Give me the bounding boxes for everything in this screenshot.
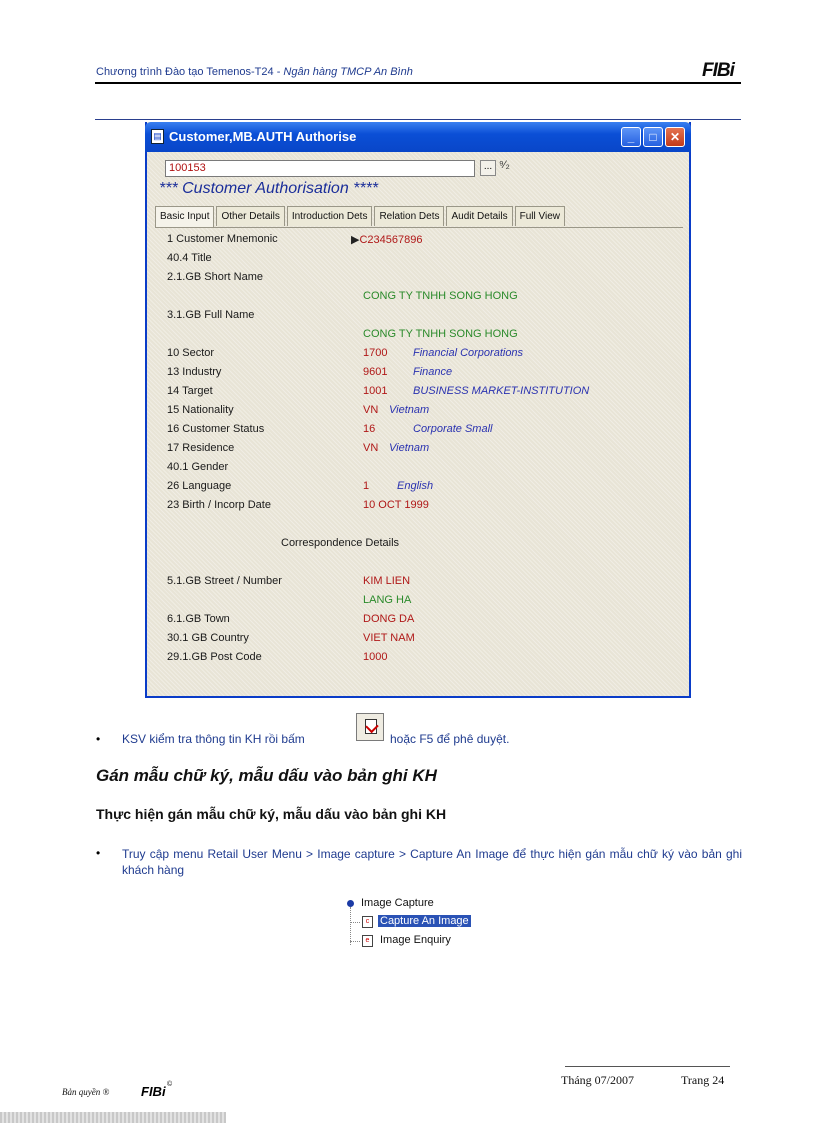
bullet-approve-text-1: KSV kiểm tra thông tin KH rồi bấm [122, 732, 305, 746]
section-heading: Gán mẫu chữ ký, mẫu dấu vào bản ghi KH [96, 766, 437, 785]
tab-full-view[interactable]: Full View [515, 206, 565, 226]
target-label: 14 Target [167, 385, 213, 397]
correspondence-heading: Correspondence Details [281, 537, 400, 549]
tree-item-image-enquiry[interactable]: Image Enquiry [380, 934, 451, 946]
tab-basic-input[interactable]: Basic Input [155, 206, 214, 228]
sector-label: 10 Sector [167, 347, 215, 359]
language-desc: English [397, 480, 434, 492]
full-name-label: 3.1.GB Full Name [167, 309, 255, 321]
copyright-text: Bản quyền ® [62, 1087, 110, 1097]
industry-desc: Finance [413, 366, 453, 378]
residence-label: 17 Residence [167, 442, 235, 454]
industry-label: 13 Industry [167, 366, 222, 378]
country-label: 30.1 GB Country [167, 632, 249, 644]
status-label: 16 Customer Status [167, 423, 265, 435]
header-rule [95, 82, 741, 84]
tree-root-label[interactable]: Image Capture [361, 897, 434, 909]
window-body [147, 152, 689, 696]
short-name-value[interactable]: CONG TY TNHH SONG HONG [363, 290, 518, 302]
scrollbar[interactable] [0, 1112, 226, 1123]
bullet-icon: • [96, 732, 101, 746]
application-title: *** Customer Authorisation **** [159, 180, 379, 197]
sector-desc: Financial Corporations [413, 347, 524, 359]
title-label: 40.4 Title [167, 252, 212, 264]
post-code-label: 29.1.GB Post Code [167, 651, 262, 663]
folder-node-icon [347, 900, 354, 907]
page-number: Trang 24 [681, 1073, 725, 1087]
nationality-code[interactable]: VN [363, 404, 379, 416]
mnemonic-label: 1 Customer Mnemonic [167, 233, 278, 245]
close-button[interactable]: ✕ [665, 127, 685, 147]
street-value-2[interactable]: LANG HA [363, 594, 412, 606]
document-icon: c [362, 916, 373, 928]
nationality-desc: Vietnam [389, 404, 430, 416]
caret-icon: ▶ [351, 234, 360, 246]
header-title: Chương trình Đào tạo Temenos-T24 - Ngân hàng TMCP An Bình [96, 66, 413, 78]
maximize-button[interactable]: □ [643, 127, 663, 147]
tab-other-details[interactable]: Other Details [216, 206, 284, 226]
status-code[interactable]: 16 [363, 423, 376, 435]
tree-item-capture-image[interactable]: Capture An Image [380, 915, 469, 927]
section-rule [95, 119, 741, 120]
nationality-label: 15 Nationality [167, 404, 234, 416]
approve-icon [356, 713, 384, 741]
country-value[interactable]: VIET NAM [363, 632, 415, 644]
short-name-label: 2.1.GB Short Name [167, 271, 263, 283]
full-name-value[interactable]: CONG TY TNHH SONG HONG [363, 328, 518, 340]
tab-relation-dets[interactable]: Relation Dets [374, 206, 444, 226]
menu-tree [340, 895, 510, 955]
tab-bar [155, 206, 567, 228]
target-code[interactable]: 1001 [363, 385, 388, 397]
fraction-button[interactable]: ⁹⁄₂ [499, 159, 510, 171]
mnemonic-value[interactable]: ▶C234567896 [351, 234, 423, 246]
lookup-button[interactable]: ... [480, 160, 496, 176]
bullet-approve-text-2: hoặc F5 để phê duyệt. [390, 732, 510, 746]
subsection-heading: Thực hiện gán mẫu chữ ký, mẫu dấu vào bản ghi KH [96, 806, 447, 822]
industry-code[interactable]: 9601 [363, 366, 388, 378]
basic-input-panel [155, 227, 683, 687]
street-label: 5.1.GB Street / Number [167, 575, 282, 587]
sector-code[interactable]: 1700 [363, 347, 388, 359]
bullet-icon: • [96, 846, 101, 860]
residence-code[interactable]: VN [363, 442, 379, 454]
town-label: 6.1.GB Town [167, 613, 230, 625]
birth-label: 23 Birth / Incorp Date [167, 499, 271, 511]
tab-introduction-dets[interactable]: Introduction Dets [287, 206, 373, 226]
residence-desc: Vietnam [389, 442, 430, 454]
footer-rule [565, 1066, 730, 1067]
gender-label: 40.1 Gender [167, 461, 229, 473]
language-label: 26 Language [167, 480, 232, 492]
window-app-icon: ▤ [151, 129, 164, 144]
target-desc: BUSINESS MARKET-INSTITUTION [413, 385, 590, 397]
menu-instruction: Truy cập menu Retail User Menu > Image capture > Capture An Image để thực hiện gán mẫu chữ ký vào bản ghi khách hàng [122, 847, 742, 877]
town-value[interactable]: DONG DA [363, 613, 415, 625]
customer-auth-window [145, 122, 691, 698]
post-code-value[interactable]: 1000 [363, 651, 388, 663]
footer-date: Tháng 07/2007 [561, 1073, 634, 1087]
copyright-mark: © [167, 1081, 173, 1088]
birth-value[interactable]: 10 OCT 1999 [363, 499, 429, 511]
window-title: Customer,MB.AUTH Authorise [169, 129, 357, 144]
street-value[interactable]: KIM LIEN [363, 575, 411, 587]
status-desc: Corporate Small [413, 423, 493, 435]
language-code[interactable]: 1 [363, 480, 370, 492]
company-logo: FIBi [702, 60, 734, 81]
minimize-button[interactable]: _ [621, 127, 641, 147]
record-id-input[interactable]: 100153 [165, 160, 475, 177]
footer-logo: FIBi [141, 1084, 166, 1099]
window-titlebar[interactable] [145, 122, 691, 152]
document-icon: e [362, 935, 373, 947]
tab-audit-details[interactable]: Audit Details [446, 206, 512, 226]
